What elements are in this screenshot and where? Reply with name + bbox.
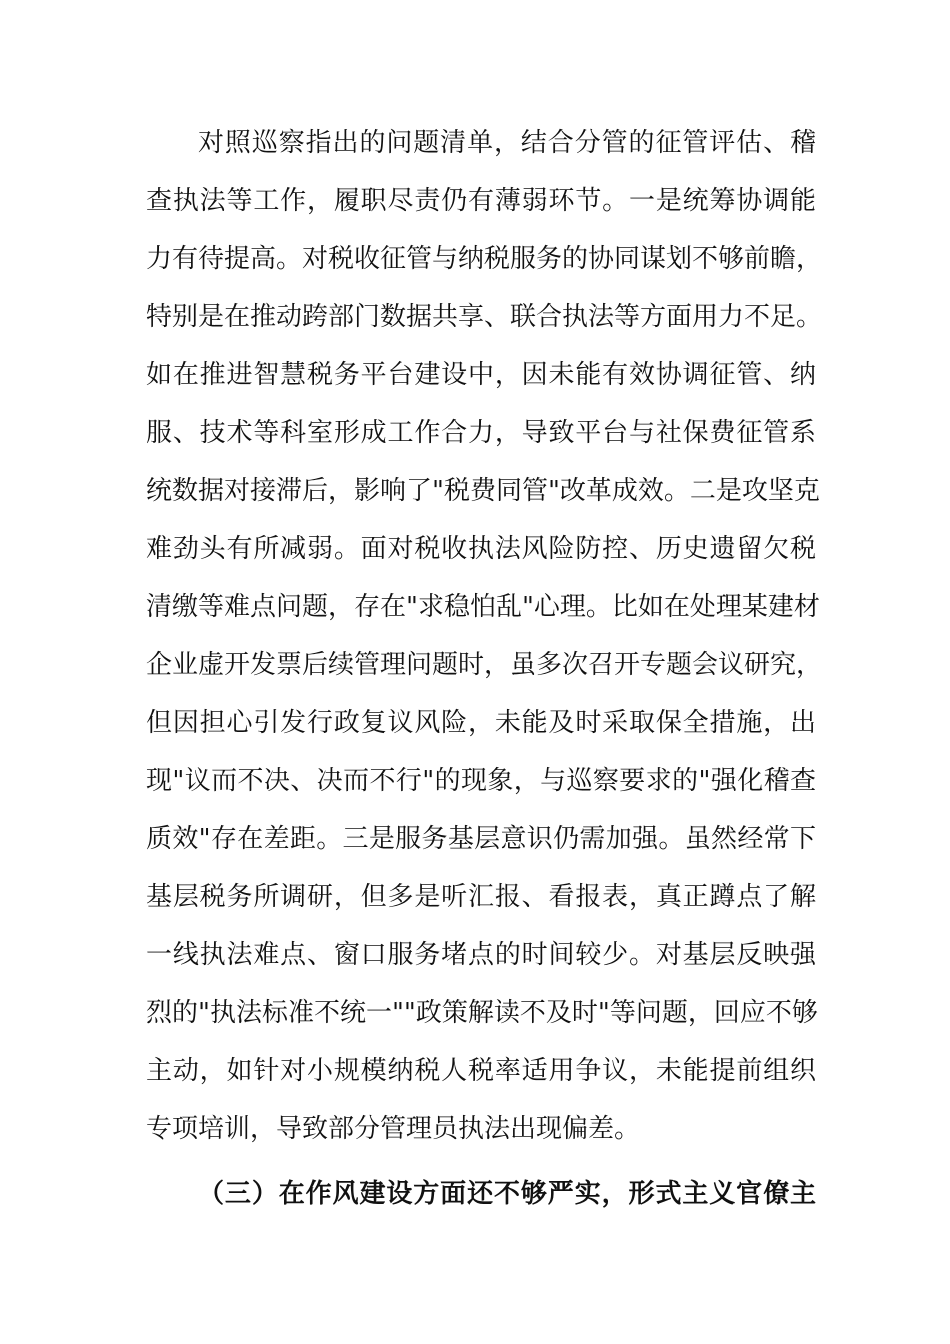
body-paragraph (146, 122, 823, 1166)
paragraph-line: 主动，如针对小规模纳税人税率适用争议，未能提前组织 (146, 1056, 816, 1086)
paragraph-line: 但因担心引发行政复议风险，未能及时采取保全措施，出 (146, 708, 816, 738)
paragraph-line: 统数据对接滞后，影响了"税费同管"改革成效。二是攻坚克 (146, 476, 820, 506)
section-heading: （三）在作风建设方面还不够严实，形式主义官僚主 (198, 1179, 816, 1209)
paragraph-line: 烈的"执法标准不统一""政策解读不及时"等问题，回应不够 (146, 998, 818, 1028)
paragraph-line: 专项培训，导致部分管理员执法出现偏差。 (146, 1114, 641, 1144)
paragraph-line: 力有待提高。对税收征管与纳税服务的协同谋划不够前瞻， (146, 244, 823, 274)
paragraph-line: 服、技术等科室形成工作合力，导致平台与社保费征管系 (146, 418, 816, 448)
paragraph-line: 质效"存在差距。三是服务基层意识仍需加强。虽然经常下 (146, 824, 816, 854)
paragraph-line: 一线执法难点、窗口服务堵点的时间较少。对基层反映强 (146, 940, 816, 970)
paragraph-line: 基层税务所调研，但多是听汇报、看报表，真正蹲点了解 (146, 882, 816, 912)
paragraph-line: 对照巡察指出的问题清单，结合分管的征管评估、稽 (198, 128, 816, 158)
paragraph-line: 现"议而不决、决而不行"的现象，与巡察要求的"强化稽查 (146, 766, 816, 796)
paragraph-line: 查执法等工作，履职尽责仍有薄弱环节。一是统筹协调能 (146, 186, 816, 216)
paragraph-line: 如在推进智慧税务平台建设中，因未能有效协调征管、纳 (146, 360, 816, 390)
paragraph-line: 特别是在推动跨部门数据共享、联合执法等方面用力不足。 (146, 302, 823, 332)
paragraph-line: 难劲头有所减弱。面对税收执法风险防控、历史遗留欠税 (146, 534, 816, 564)
paragraph-line: 清缴等难点问题，存在"求稳怕乱"心理。比如在处理某建材 (146, 592, 820, 622)
paragraph-line: 企业虚开发票后续管理问题时，虽多次召开专题会议研究， (146, 650, 823, 680)
